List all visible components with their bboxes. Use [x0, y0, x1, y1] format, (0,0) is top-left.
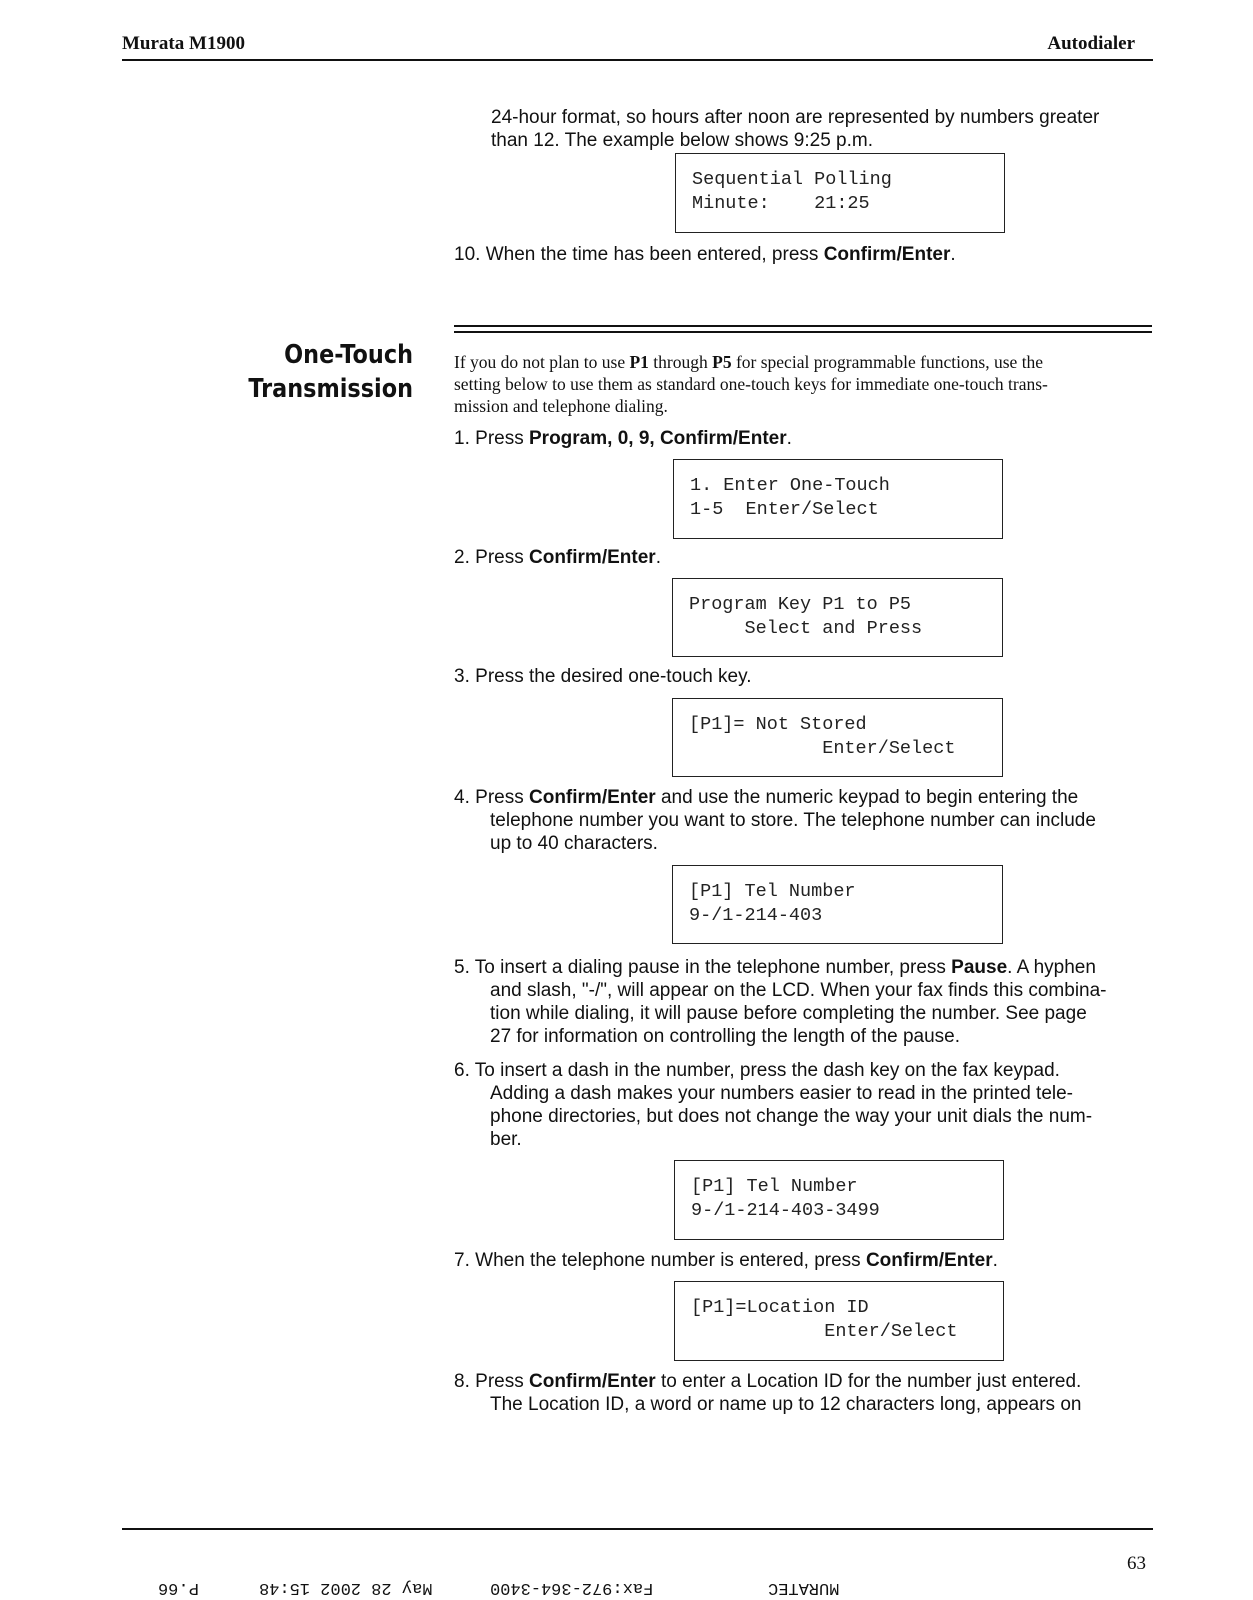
lcd-line: Program Key P1 to P5 — [689, 594, 912, 615]
step-5 — [454, 956, 1144, 1048]
lcd-line: [P1]= Not Stored — [689, 714, 867, 735]
step-number: 10. — [454, 244, 481, 265]
step-text: tion while dialing, it will pause before completing the number. See page — [490, 1003, 1087, 1024]
step-text: and use the numeric keypad to begin entering the — [655, 787, 1079, 808]
lcd-line: Minute: 21:25 — [692, 193, 870, 214]
step-text: phone directories, but does not change the way your unit dials the num- — [490, 1106, 1093, 1127]
fax-stamp-company: MURATEC — [768, 1578, 840, 1597]
intro-line-2: than 12. The example below shows 9:25 p.m. — [491, 130, 873, 151]
lcd-display-5 — [674, 1160, 1004, 1240]
step-text: Adding a dash makes your numbers easier to read in the printed tele- — [490, 1083, 1073, 1104]
step-6 — [454, 1059, 1144, 1151]
key-name: Confirm/Enter — [823, 244, 951, 265]
key-name: Confirm/Enter — [529, 1371, 656, 1392]
section-title-line: One-Touch — [284, 340, 413, 370]
key-p1: P1 — [629, 352, 649, 372]
step-text: Press — [475, 787, 529, 808]
lcd-display-4 — [672, 865, 1003, 944]
step-text: . — [992, 1250, 998, 1271]
running-header-right: Autodialer — [1047, 33, 1135, 54]
key-name: Confirm/Enter — [529, 787, 656, 808]
step-text: . — [655, 547, 661, 568]
lcd-line: 9-/1-214-403 — [689, 905, 823, 926]
step-7 — [454, 1249, 1144, 1272]
section-intro-line-2: setting below to use them as standard one-touch keys for immediate one-touch trans- — [454, 374, 1048, 394]
step-number: 2. — [454, 547, 470, 568]
lcd-display-1 — [673, 459, 1003, 539]
lcd-display-time — [675, 153, 1005, 233]
step-number: 6. — [454, 1060, 470, 1081]
lcd-line: 1-5 Enter/Select — [690, 499, 879, 520]
intro-paragraph — [491, 106, 1151, 152]
lcd-display-2 — [672, 578, 1003, 657]
step-text: When the time has been entered, press — [485, 244, 824, 265]
section-intro-line-1 — [454, 351, 1154, 373]
key-name: Confirm/Enter — [865, 1250, 993, 1271]
lcd-line: [P1] Tel Number — [691, 1176, 858, 1197]
lcd-line: 9-/1-214-403-3499 — [691, 1200, 880, 1221]
step-text: Press — [475, 1371, 529, 1392]
step-text: to enter a Location ID for the number just entered. — [655, 1371, 1082, 1392]
step-text: Press — [475, 428, 529, 449]
key-name: Pause — [951, 957, 1008, 978]
fax-stamp-page: P.66 — [158, 1578, 199, 1597]
step-number: 4. — [454, 787, 470, 808]
step-3 — [454, 665, 1144, 688]
section-rule-bottom — [454, 331, 1152, 333]
fax-stamp-number: Fax:972-364-3400 — [490, 1578, 654, 1597]
step-number: 7. — [454, 1250, 470, 1271]
step-10 — [454, 243, 1144, 266]
step-text: To insert a dash in the number, press the dash key on the fax keypad. — [474, 1060, 1060, 1081]
section-intro-line-3: mission and telephone dialing. — [454, 396, 668, 416]
section-title-line: Transmission — [248, 374, 413, 404]
step-1 — [454, 427, 1144, 450]
key-p5: P5 — [712, 352, 732, 372]
step-text: and slash, "-/", will appear on the LCD. When your fax finds this combina- — [490, 980, 1107, 1001]
step-text: . — [950, 244, 956, 265]
text: If you do not plan to use — [454, 352, 630, 372]
step-text: ber. — [490, 1129, 522, 1150]
step-text: Press — [475, 547, 529, 568]
step-text: When the telephone number is entered, press — [475, 1250, 866, 1271]
section-rule-top — [454, 325, 1152, 327]
lcd-line: Enter/Select — [691, 1321, 958, 1342]
running-header-left: Murata M1900 — [122, 33, 245, 54]
step-number: 3. — [454, 666, 470, 687]
text: through — [648, 352, 713, 372]
lcd-line: Select and Press — [689, 618, 923, 639]
lcd-line: Sequential Polling — [692, 169, 892, 190]
footer-rule — [122, 1528, 1153, 1530]
step-4 — [454, 786, 1144, 855]
lcd-display-6 — [674, 1281, 1004, 1361]
text: for special programmable functions, use the — [731, 352, 1044, 372]
section-intro — [454, 351, 1154, 417]
lcd-line: [P1]=Location ID — [691, 1297, 869, 1318]
fax-stamp-date: May 28 2002 15:48 — [259, 1578, 433, 1597]
step-text: Press the desired one-touch key. — [475, 666, 752, 687]
lcd-line: Enter/Select — [689, 738, 956, 759]
intro-line-1: 24-hour format, so hours after noon are represented by numbers greater — [491, 107, 1100, 128]
step-number: 5. — [454, 957, 470, 978]
lcd-line: [P1] Tel Number — [689, 881, 856, 902]
step-text: To insert a dialing pause in the telephone number, press — [474, 957, 952, 978]
lcd-display-3 — [672, 698, 1003, 777]
step-text: up to 40 characters. — [490, 833, 658, 854]
header-rule — [122, 59, 1153, 61]
step-2 — [454, 546, 1144, 569]
step-8 — [454, 1370, 1144, 1416]
lcd-line: 1. Enter One-Touch — [690, 475, 890, 496]
step-number: 1. — [454, 428, 470, 449]
key-name: Confirm/Enter — [529, 547, 656, 568]
step-text: telephone number you want to store. The telephone number can include — [490, 810, 1096, 831]
step-text: The Location ID, a word or name up to 12 characters long, appears on — [490, 1394, 1082, 1415]
step-text: . A hyphen — [1007, 957, 1096, 978]
section-title — [221, 338, 413, 406]
step-text: . — [786, 428, 792, 449]
key-sequence: Program, 0, 9, Confirm/Enter — [529, 428, 787, 449]
step-number: 8. — [454, 1371, 470, 1392]
page-number: 63 — [1127, 1553, 1146, 1574]
step-text: 27 for information on controlling the length of the pause. — [490, 1026, 961, 1047]
